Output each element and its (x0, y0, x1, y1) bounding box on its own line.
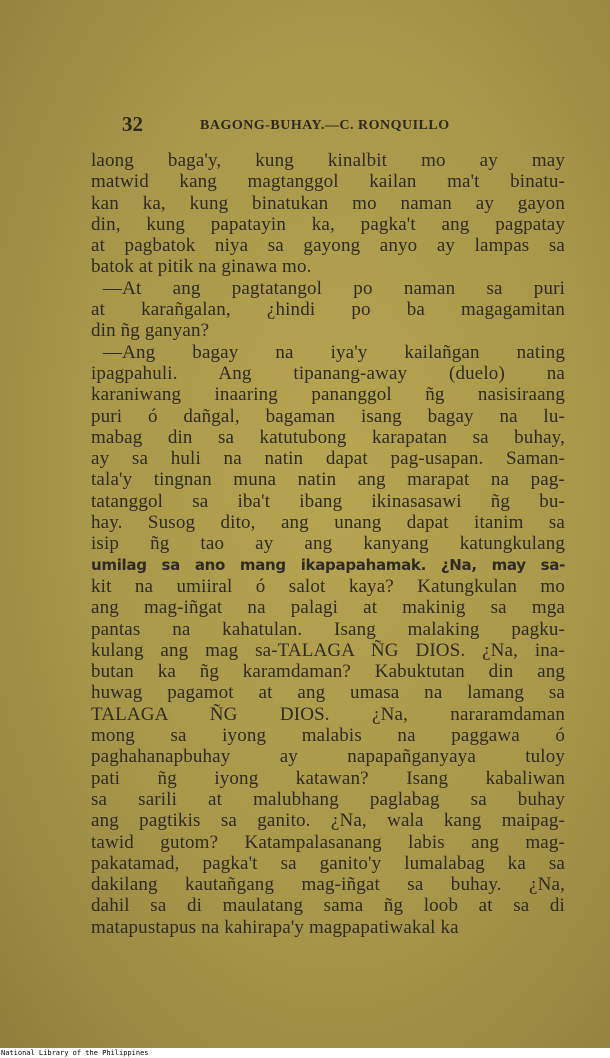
text-line: pati ñg iyong katawan? Isang kabaliwan (91, 767, 565, 789)
text-line: butan ka ñg karamdaman? Kabuktutan din ang (91, 661, 565, 683)
text-line: matapustapus na kahirapa'y magpapatiwakal ka (91, 916, 459, 938)
text-line: at pagbatok niya sa gayong anyo ay lampas sa (91, 235, 565, 257)
text-line: —At ang pagtatangol po naman sa puri (103, 277, 565, 299)
text-line: tawid gutom? Katampalasanang labis ang mag- (91, 831, 565, 853)
text-line: —Ang bagay na iya'y kailañgan nating (103, 341, 565, 363)
page-number: 32 (122, 112, 143, 136)
text-line: puri ó dañgal, bagaman isang bagay na lu- (91, 405, 565, 427)
text-line: sa sarili at malubhang paglabag sa buhay (91, 788, 565, 810)
text-line: mabag din sa katutubong karapatan sa buhay, (91, 426, 565, 448)
text-line: ang mag-iñgat na palagi at makinig sa mga (91, 597, 565, 619)
footer-bar (0, 1048, 610, 1058)
text-line: laong baga'y, kung kinalbit mo ay may (91, 150, 565, 171)
text-line: paghahanapbuhay ay napapañganyaya tuloy (91, 746, 565, 768)
text-line: umilag sa ano mang ikapapahamak. ¿Na, may sa- (91, 555, 565, 574)
text-line: huwag pagamot at ang umasa na lamang sa (91, 682, 565, 704)
text-line: isip ñg tao ay ang kanyang katungkulang (91, 533, 565, 555)
text-line: ang pagtikis sa ganito. ¿Na, wala kang maipag- (91, 810, 565, 832)
text-line: pantas na kahatulan. Isang malaking pagku- (91, 618, 565, 640)
text-line: at karañgalan, ¿hindi po ba magagamitan (91, 299, 565, 321)
text-line: tatanggol sa iba't ibang ikinasasawi ñg bu- (91, 490, 565, 512)
text-line: ipagpahuli. Ang tipanang-away (duelo) na (91, 362, 565, 384)
text-line: tala'y tingnan muna natin ang marapat na pag- (91, 469, 565, 491)
running-head (118, 112, 518, 136)
text-line: dakilang kautañgang mag-iñgat sa buhay. ¿Na, (91, 874, 565, 896)
text-line: dahil sa di maulatang sama ñg loob at sa di (91, 895, 565, 917)
text-line: kulang ang mag sa-TALAGA ÑG DIOS. ¿Na, ina- (91, 639, 565, 661)
text-line: batok at pitik na ginawa mo. (91, 256, 312, 278)
text-line: TALAGA ÑG DIOS. ¿Na, nararamdaman (91, 703, 565, 725)
text-line: kit na umiiral ó salot kaya? Katungkulan mo (91, 575, 565, 597)
text-line: mong sa iyong malabis na paggawa ó (91, 725, 565, 747)
text-line: matwid kang magtanggol kailan ma't binatu- (91, 171, 565, 193)
text-line: ay sa huli na natin dapat pag-usapan. Saman- (91, 448, 565, 470)
text-line: din, kung papatayin ka, pagka't ang pagpatay (91, 213, 565, 235)
text-line: kan ka, kung binatukan mo naman ay gayon (91, 192, 565, 214)
text-line: pakatamad, pagka't sa ganito'y lumalabag ka sa (91, 852, 565, 874)
body-text (91, 150, 565, 938)
running-head-title: BAGONG-BUHAY.—C. RONQUILLO (200, 118, 450, 133)
library-credit: National Library of the Philippines (1, 1049, 149, 1057)
text-line: karaniwang inaaring pananggol ñg nasisiraang (91, 384, 565, 406)
text-line: din ñg ganyan? (91, 320, 210, 342)
text-line: hay. Susog dito, ang unang dapat itanim sa (91, 512, 565, 534)
